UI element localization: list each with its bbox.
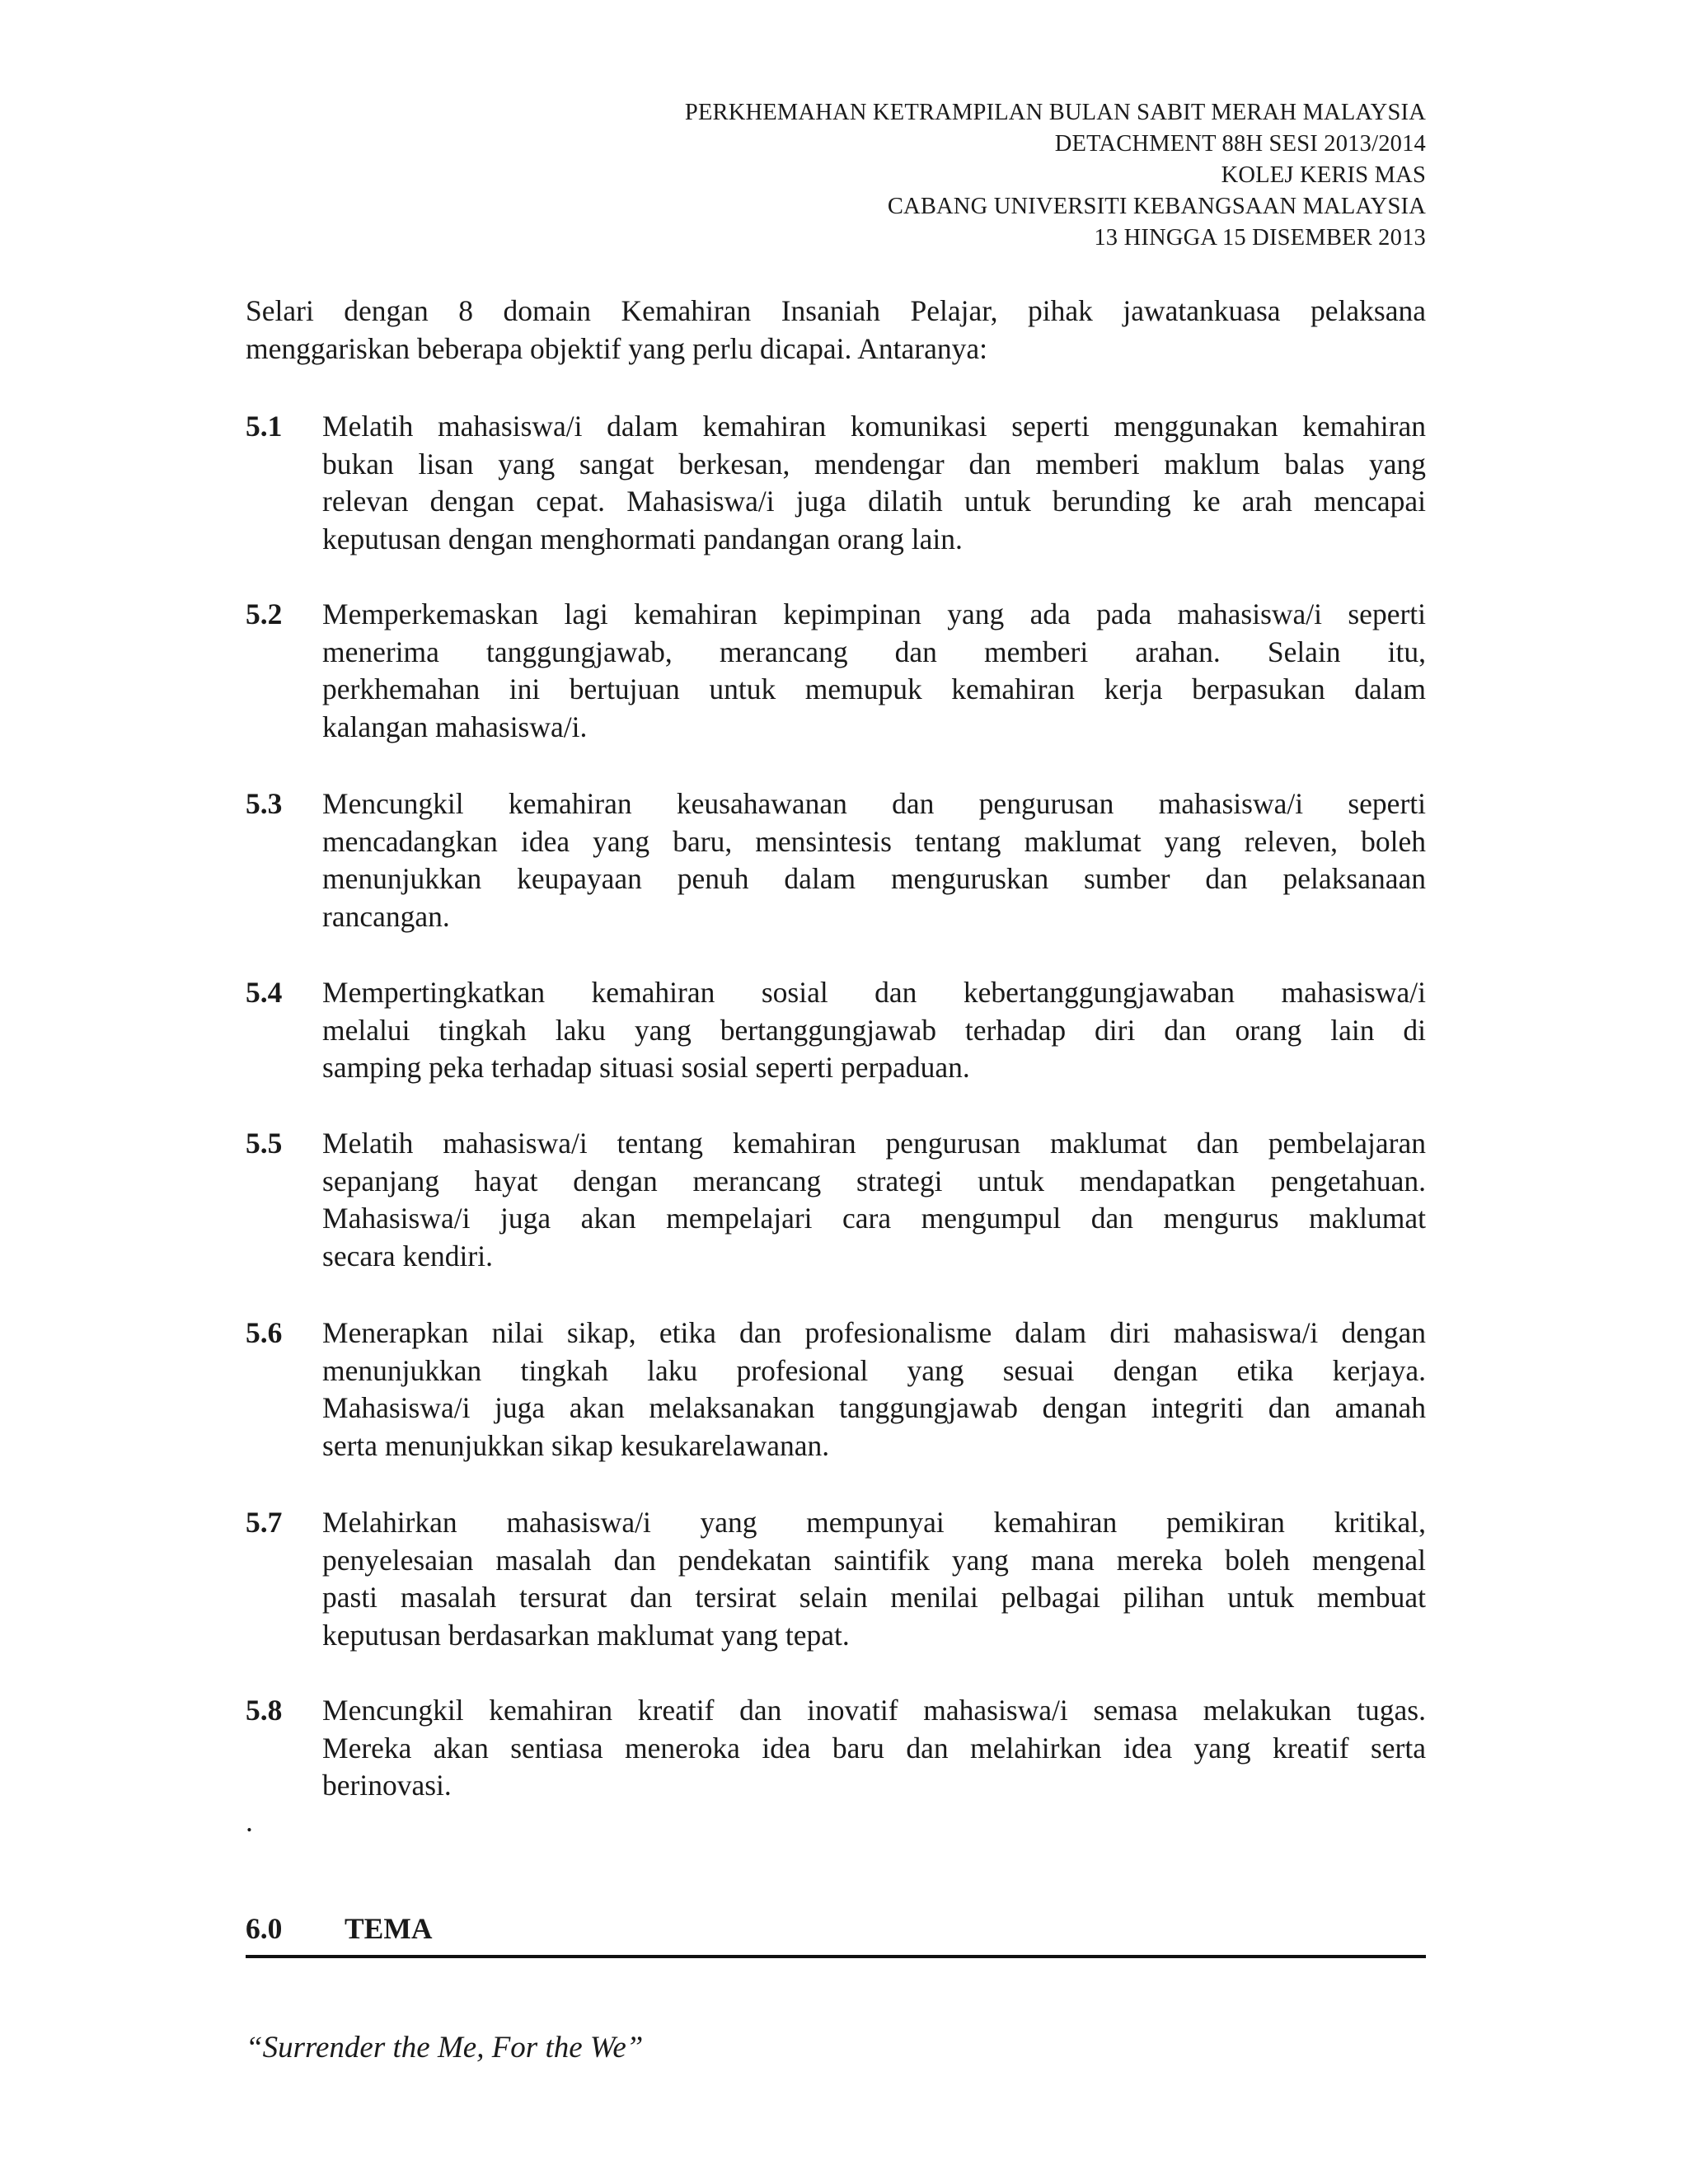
intro-line: Selari dengan 8 domain Kemahiran Insaniah Pelajar, pihak jawatankuasa pelaksana bbox=[246, 294, 1426, 327]
objective-line: menerima tanggungjawab, merancang dan memberi arahan. Selain itu, bbox=[322, 635, 1426, 668]
objective-line: perkhemahan ini bertujuan untuk memupuk kemahiran kerja berpasukan dalam bbox=[322, 673, 1426, 705]
header-line-detachment: DETACHMENT 88H SESI 2013/2014 bbox=[1054, 131, 1426, 157]
objective-5-6 bbox=[246, 1315, 1426, 1465]
objective-5-1 bbox=[246, 408, 1426, 558]
objective-number: 5.7 bbox=[246, 1506, 283, 1539]
objective-line: kalangan mahasiswa/i. bbox=[322, 710, 588, 743]
objective-line: pasti masalah tersurat dan tersirat selain menilai pelbagai pilihan untuk membuat bbox=[322, 1581, 1426, 1614]
objective-5-2 bbox=[246, 596, 1426, 746]
objective-number: 5.5 bbox=[246, 1127, 283, 1160]
objective-line: berinovasi. bbox=[322, 1769, 452, 1802]
objective-line: Mahasiswa/i juga akan mempelajari cara mengumpul dan mengurus maklumat bbox=[322, 1202, 1426, 1235]
objective-line: keputusan berdasarkan maklumat yang tepat. bbox=[322, 1618, 850, 1652]
objective-number: 5.6 bbox=[246, 1316, 283, 1349]
objective-line: Mencungkil kemahiran kreatif dan inovatif mahasiswa/i semasa melakukan tugas. bbox=[322, 1694, 1426, 1727]
objective-line: Mempertingkatkan kemahiran sosial dan kebertanggungjawaban mahasiswa/i bbox=[322, 976, 1426, 1009]
theme-quote: “Surrender the Me, For the We” bbox=[246, 2031, 644, 2064]
objective-line: samping peka terhadap situasi sosial seperti perpaduan. bbox=[322, 1051, 970, 1084]
header-line-date: 13 HINGGA 15 DISEMBER 2013 bbox=[1094, 225, 1426, 251]
objective-line: Memperkemaskan lagi kemahiran kepimpinan yang ada pada mahasiswa/i seperti bbox=[322, 598, 1426, 630]
stray-period: . bbox=[246, 1805, 253, 1838]
objective-line: secara kendiri. bbox=[322, 1239, 493, 1272]
objective-line: Melatih mahasiswa/i dalam kemahiran komunikasi seperti menggunakan kemahiran bbox=[322, 410, 1426, 443]
objective-5-3 bbox=[246, 785, 1426, 935]
section-underline bbox=[246, 1955, 1426, 1958]
objective-5-7 bbox=[246, 1504, 1426, 1654]
objective-line: serta menunjukkan sikap kesukarelawanan. bbox=[322, 1428, 830, 1462]
objective-line: Mencungkil kemahiran keusahawanan dan pengurusan mahasiswa/i seperti bbox=[322, 787, 1426, 820]
objective-line: Mahasiswa/i juga akan melaksanakan tanggungjawab dengan integriti dan amanah bbox=[322, 1391, 1426, 1424]
objective-line: penyelesaian masalah dan pendekatan saintifik yang mana mereka boleh mengenal bbox=[322, 1543, 1426, 1577]
objective-line: keputusan dengan menghormati pandangan orang lain. bbox=[322, 522, 963, 555]
objective-5-8 bbox=[246, 1692, 1426, 1805]
section-title: TEMA bbox=[345, 1912, 433, 1945]
section-number: 6.0 bbox=[246, 1912, 283, 1945]
objective-5-5 bbox=[246, 1125, 1426, 1275]
objective-line: menunjukkan tingkah laku profesional yang sesuai dengan etika kerjaya. bbox=[322, 1353, 1426, 1387]
document-header bbox=[246, 97, 1426, 254]
objective-line: sepanjang hayat dengan merancang strategi untuk mendapatkan pengetahuan. bbox=[322, 1164, 1426, 1197]
header-line-organisation: PERKHEMAHAN KETRAMPILAN BULAN SABIT MERAH MALAYSIA bbox=[684, 100, 1426, 125]
objective-line: Melatih mahasiswa/i tentang kemahiran pengurusan maklumat dan pembelajaran bbox=[322, 1127, 1426, 1160]
objective-line: Melahirkan mahasiswa/i yang mempunyai kemahiran pemikiran kritikal, bbox=[322, 1506, 1426, 1539]
objective-line: mencadangkan idea yang baru, mensintesis tentang maklumat yang releven, boleh bbox=[322, 824, 1426, 858]
objective-line: relevan dengan cepat. Mahasiswa/i juga dilatih untuk berunding ke arah mencapai bbox=[322, 485, 1426, 518]
intro-line: menggariskan beberapa objektif yang perlu dicapai. Antaranya: bbox=[246, 331, 987, 365]
objective-line: rancangan. bbox=[322, 899, 450, 933]
header-line-branch: CABANG UNIVERSITI KEBANGSAAN MALAYSIA bbox=[887, 194, 1426, 219]
objective-line: menunjukkan keupayaan penuh dalam menguruskan sumber dan pelaksanaan bbox=[322, 862, 1426, 895]
objective-number: 5.8 bbox=[246, 1694, 283, 1727]
objective-number: 5.1 bbox=[246, 410, 283, 443]
objective-line: melalui tingkah laku yang bertanggungjawab terhadap diri dan orang lain di bbox=[322, 1013, 1426, 1047]
header-line-college: KOLEJ KERIS MAS bbox=[1221, 162, 1426, 188]
objective-line: bukan lisan yang sangat berkesan, mendengar dan memberi maklum balas yang bbox=[322, 447, 1426, 480]
objective-number: 5.4 bbox=[246, 976, 283, 1009]
objective-number: 5.2 bbox=[246, 598, 283, 630]
objective-line: Menerapkan nilai sikap, etika dan profesionalisme dalam diri mahasiswa/i dengan bbox=[322, 1316, 1426, 1349]
intro-paragraph bbox=[246, 293, 1426, 368]
objective-5-4 bbox=[246, 974, 1426, 1087]
objective-number: 5.3 bbox=[246, 787, 283, 820]
objective-line: Mereka akan sentiasa meneroka idea baru dan melahirkan idea yang kreatif serta bbox=[322, 1731, 1426, 1765]
